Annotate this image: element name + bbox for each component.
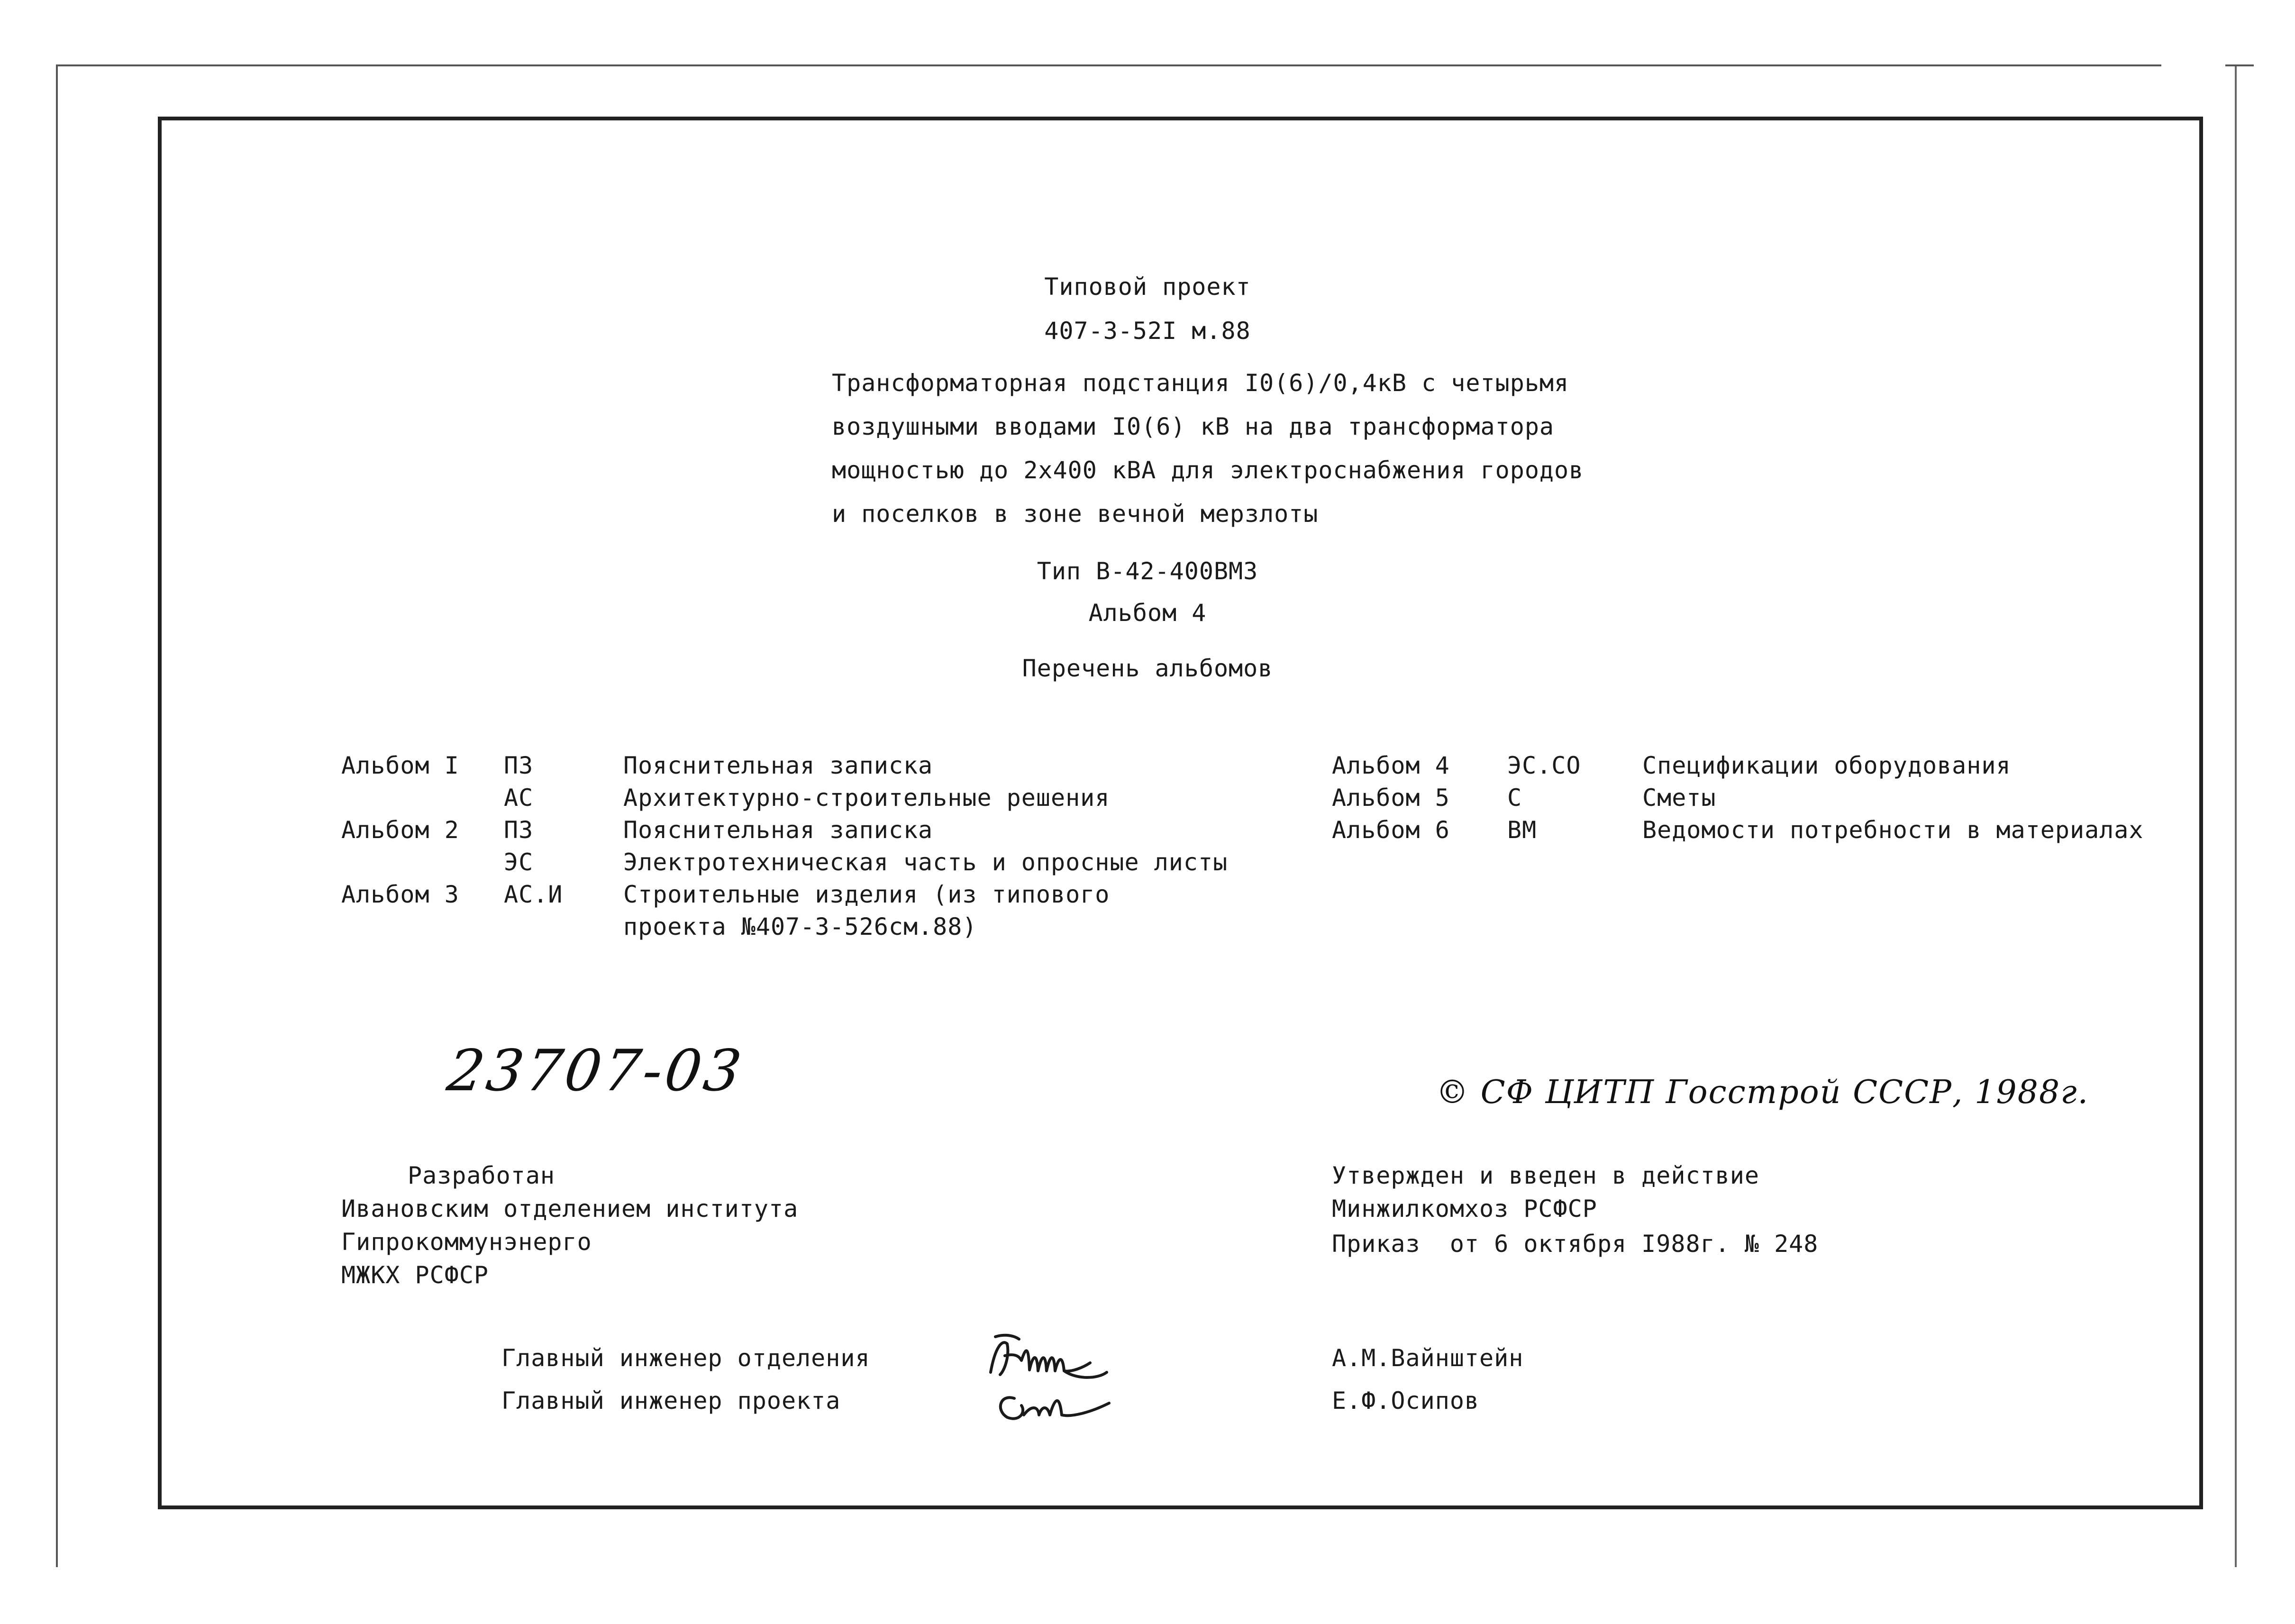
handwritten-signatures (981, 1327, 1133, 1432)
album-right-2-code: ВМ (1507, 816, 1537, 844)
developer-line-3: Гипрокоммунэнерго (341, 1228, 592, 1256)
album-label: Альбом 4 (1088, 599, 1207, 627)
approval-line-1: Утвержден и введен в действие (1332, 1162, 1759, 1189)
outer-border-top (56, 64, 2161, 66)
album-right-0-code: ЭС.СО (1507, 752, 1581, 779)
title-line-1: Трансформаторная подстанция I0(6)/0,4кВ с четырьмя (832, 369, 1569, 397)
album-right-0-title: Спецификации оборудования (1642, 752, 2011, 779)
developer-line-2: Ивановским отделением института (341, 1195, 799, 1223)
album-right-1-title: Сметы (1642, 784, 1716, 812)
handwritten-number: 23707-03 (443, 1038, 748, 1104)
album-left-4-title: Строительные изделия (из типового (623, 881, 1110, 908)
album-left-1-code: АС (504, 784, 534, 812)
title-line-3: мощностью до 2х400 кВА для электроснабжения городов (832, 456, 1584, 484)
album-right-0-album: Альбом 4 (1332, 752, 1450, 779)
doc-type: Типовой проект (1044, 273, 1251, 301)
album-left-3-title: Электротехническая часть и опросные листы (623, 848, 1228, 876)
album-left-0-code: ПЗ (504, 752, 534, 779)
album-left-0-title: Пояснительная записка (623, 752, 933, 779)
album-left-2-code: ПЗ (504, 816, 534, 844)
album-left-1-title: Архитектурно-строительные решения (623, 784, 1110, 812)
album-right-1-code: С (1507, 784, 1522, 812)
album-right-1-album: Альбом 5 (1332, 784, 1450, 812)
album-left-0-album: Альбом I (341, 752, 459, 779)
title-line-4: и поселков в зоне вечной мерзлоты (832, 500, 1319, 528)
album-left-2-title: Пояснительная записка (623, 816, 933, 844)
album-left-4-album: Альбом 3 (341, 881, 459, 908)
approval-line-3: Приказ от 6 октября I988г. № 248 (1332, 1230, 1819, 1258)
signature-name-2: Е.Ф.Осипов (1332, 1387, 1480, 1414)
list-heading: Перечень альбомов (1022, 655, 1273, 682)
album-right-2-album: Альбом 6 (1332, 816, 1450, 844)
signature-role-1: Главный инженер отделения (501, 1344, 870, 1372)
title-line-2: воздушными вводами I0(6) кВ на два трансформатора (832, 413, 1555, 440)
album-left-2-album: Альбом 2 (341, 816, 459, 844)
developer-line-1: Разработан (408, 1162, 556, 1189)
developer-line-4: МЖКХ РСФСР (341, 1261, 489, 1289)
album-left-3-code: ЭС (504, 848, 534, 876)
doc-number: 407-3-52I м.88 (1044, 317, 1251, 345)
album-right-2-title: Ведомости потребности в материалах (1642, 816, 2144, 844)
type-label: Тип В-42-400ВМЗ (1037, 557, 1258, 585)
signature-role-2: Главный инженер проекта (501, 1387, 841, 1414)
outer-border-tick (2225, 64, 2254, 66)
album-left-5-title: проекта №407-3-526см.88) (623, 913, 977, 940)
approval-line-2: Минжилкомхоз РСФСР (1332, 1195, 1597, 1223)
copyright-stamp: © СФ ЦИТП Госстрой СССР, 1988г. (1436, 1074, 2089, 1111)
album-left-4-code: АС.И (504, 881, 563, 908)
signature-name-1: А.М.Вайнштейн (1332, 1344, 1524, 1372)
